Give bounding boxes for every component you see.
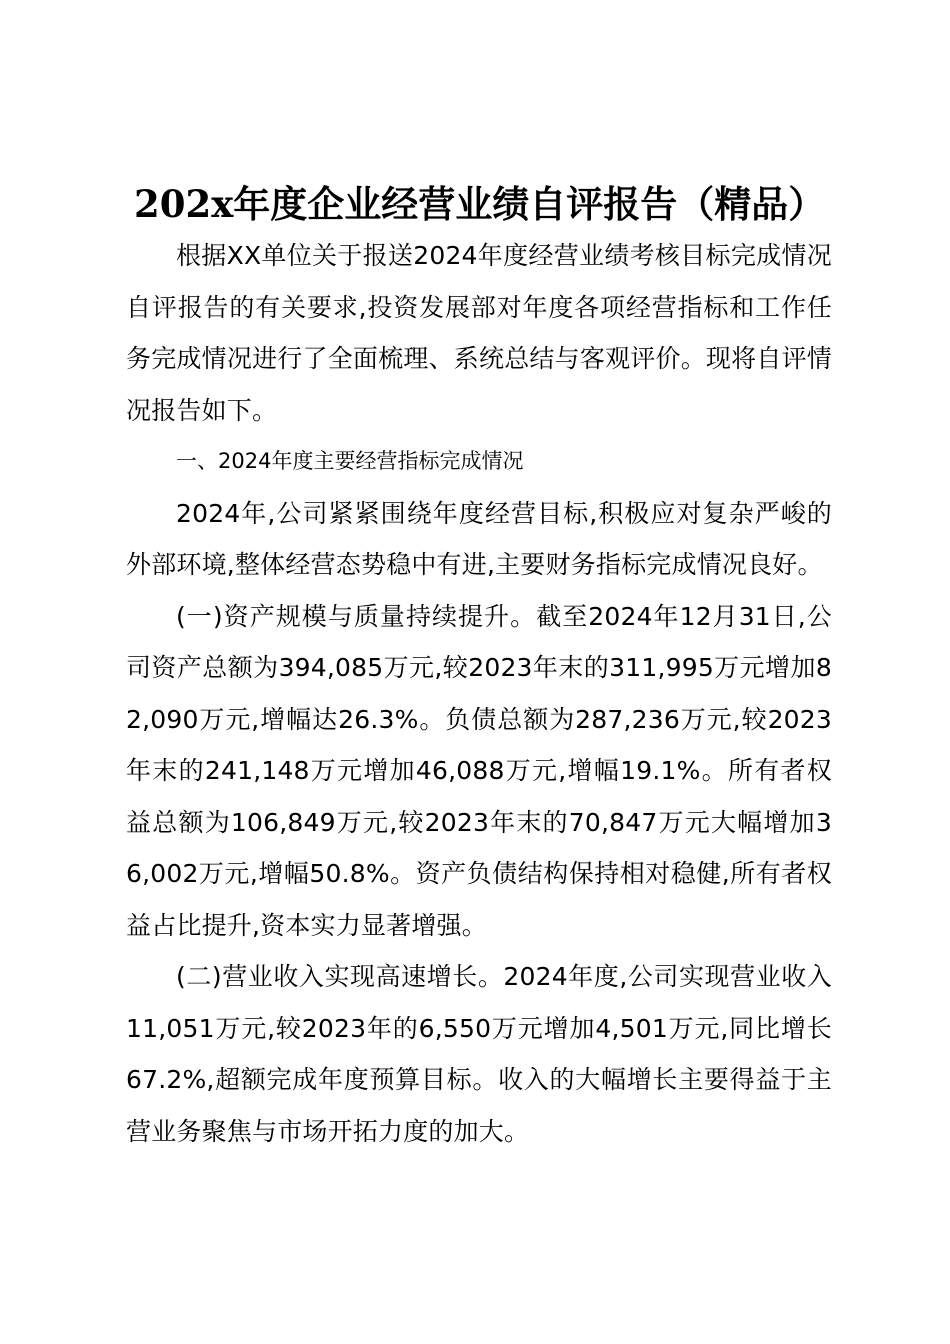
document-title: 202x年度企业经营业绩自评报告（精品） bbox=[134, 182, 826, 226]
section-1-summary-paragraph: 2024年,公司紧紧围绕年度经营目标,积极应对复杂严峻的外部环境,整体经营态势稳中有进,主要财务指标完成情况良好。 bbox=[126, 498, 832, 579]
section-1-heading: 一、2024年度主要经营指标完成情况 bbox=[176, 449, 524, 473]
assets-paragraph: (一)资产规模与质量持续提升。截至2024年12月31日,公司资产总额为394,085万元,较2023年末的311,995万元增加82,090万元,增幅达26.3%。负债总额为287,236万元,较2023年末的241,148万元增加46,088万元,增幅19.1%。所有者权益总额为106,849万元,较2023年末的70,847万元大幅增加36,002万元,增幅50.8%。资产负债结构保持相对稳健,所有者权益占比提升,资本实力显著增强。 bbox=[126, 601, 832, 940]
revenue-paragraph: (二)营业收入实现高速增长。2024年度,公司实现营业收入11,051万元,较2023年的6,550万元增加4,501万元,同比增长67.2%,超额完成年度预算目标。收入的大幅增长主要得益于主营业务聚焦与市场开拓力度的加大。 bbox=[126, 962, 832, 1146]
intro-paragraph: 根据XX单位关于报送2024年度经营业绩考核目标完成情况自评报告的有关要求,投资发展部对年度各项经营指标和工作任务完成情况进行了全面梳理、系统总结与客观评价。现将自评情况报告如下。 bbox=[126, 241, 832, 425]
document-page bbox=[126, 178, 832, 1157]
